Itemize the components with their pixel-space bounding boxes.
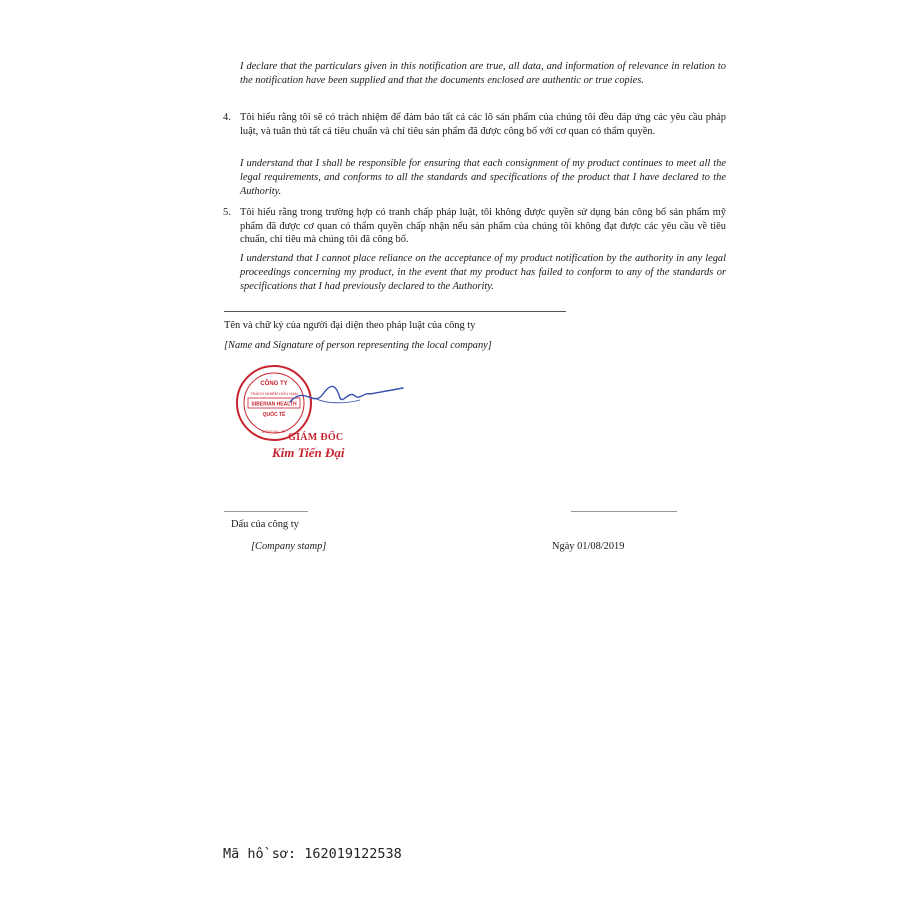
stamp-label-vn: Dấu của công ty <box>231 519 299 530</box>
signatory-name: Kim Tiến Đại <box>272 445 345 460</box>
date-text: Ngày 01/08/2019 <box>552 541 625 552</box>
svg-text:CÔNG TY: CÔNG TY <box>260 381 288 387</box>
declaration-3-en: I declare that the particulars given in this notification are true, all data, and information of relevance in relation to the notification have been supplied and that the documents enclosed are authentic or true copies. <box>240 61 726 86</box>
item-5-vn: Tôi hiểu rằng trong trường hợp có tranh chấp pháp luật, tôi không được quyền sử dụng bản công bố sản phẩm mỹ phẩm đã được cơ quan có thẩm quyền chấp nhận nếu sản phẩm của chúng tôi không đạt được các yêu cầu về tiêu chuẩn, chỉ tiêu mà chúng tôi đã công bố. <box>240 207 726 245</box>
svg-text:TRÁCH NHIỆM HỮU HẠN: TRÁCH NHIỆM HỮU HẠN <box>250 391 298 396</box>
item-5-number: 5. <box>223 207 231 218</box>
stamp-line <box>224 511 308 512</box>
svg-text:QUỐC TẾ: QUỐC TẾ <box>262 412 286 418</box>
signature-label-en: [Name and Signature of person representing the local company] <box>224 340 492 351</box>
item-4-en: I understand that I shall be responsible for ensuring that each consignment of my product continues to meet all the legal requirements, and conforms to all the standards and specifications of the product that I have declared to the Authority. <box>240 158 726 197</box>
date-line <box>571 511 677 512</box>
item-4-number: 4. <box>223 112 231 123</box>
item-5-en: I understand that I cannot place reliance on the acceptance of my product notification by the authority in any legal proceedings concerning my product, in the event that my product has failed to conform to any of the standards or specifications that I had previously declared to the Authority. <box>240 253 726 292</box>
signature-divider <box>224 311 566 312</box>
signatory-title: GIÁM ĐỐC <box>288 432 344 443</box>
svg-text:ĐỐNG ĐA · TP.: ĐỐNG ĐA · TP. <box>261 430 287 434</box>
stamp-label-en: [Company stamp] <box>251 541 327 552</box>
handwritten-signature <box>285 380 405 410</box>
svg-text:SIBERIAN HEALTH: SIBERIAN HEALTH <box>251 401 297 408</box>
item-4-vn: Tôi hiểu rằng tôi sẽ có trách nhiệm để đảm bảo tất cả các lô sản phẩm của chúng tôi đều đáp ứng các yêu cầu pháp luật, và tuân thủ tất cả tiêu chuẩn và chỉ tiêu sản phẩm đã được công bố với cơ quan có thẩm quyền. <box>240 112 726 137</box>
signature-label-vn: Tên và chữ ký của người đại diện theo pháp luật của công ty <box>224 320 476 331</box>
record-code: Mã hồ sơ: 162019122538 <box>223 846 402 862</box>
